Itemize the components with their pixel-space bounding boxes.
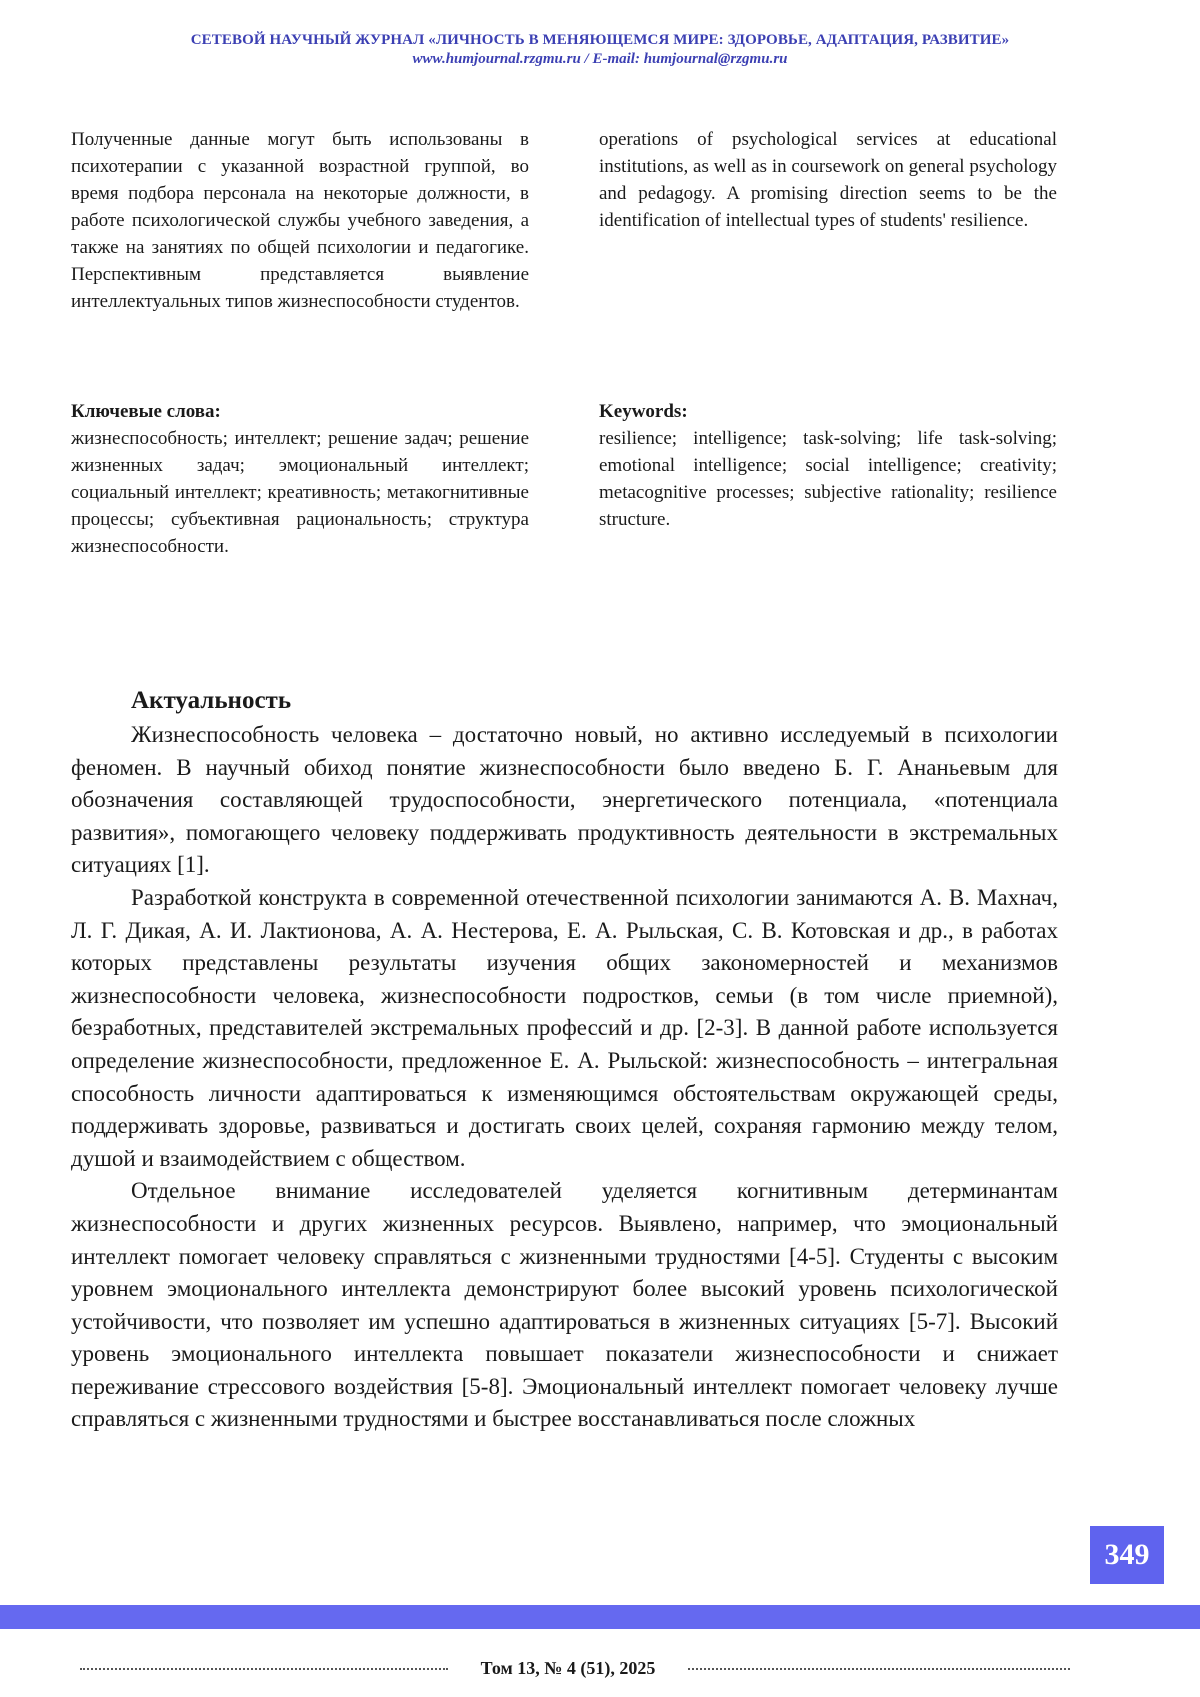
abstract-en: operations of psychological services at educational institutions, as well as in coursework on general psychology and pedagogy. A promising direction seems to be the identification of intellectual types of students' resilience. — [599, 129, 1057, 231]
keywords-en-heading: Keywords: — [599, 401, 688, 422]
footer-band — [0, 1605, 1200, 1629]
journal-header — [0, 32, 1200, 68]
footer-dotted-rule-left — [80, 1668, 448, 1670]
paragraph: Разработкой конструкта в современной отечественной психологии занимаются А. В. Махнач, Л. Г. Дикая, А. И. Лактионова, А. А. Нестерова, Е. А. Рыльская, С. В. Котовская и др., в работах которых представлены результаты изучения общих закономерностей и механизмов жизнеспособности человека, жизнеспособности подростков, семьи (в том числе приемной), безработных, представителей экстремальных профессий и др. [2-3]. В данной работе используется определение жизнеспособности, предложенное Е. А. Рыльской: жизнеспособность – интегральная способность личности адаптироваться к изменяющимся обстоятельствам окружающей среды, поддерживать здоровье, развиваться и достигать своих целей, сохраняя гармонию между телом, душой и взаимодействием с обществом. — [71, 884, 1058, 1171]
keywords-ru — [71, 398, 529, 560]
section-title: Актуальность — [131, 687, 292, 714]
abstract-ru: Полученные данные могут быть использованы в психотерапии с указанной возрастной группой, во время подбора персонала на некоторые должности, в работе психологической службы учебного заведения, а также на занятиях по общей психологии и педагогике. Перспективным представляется выявление интеллектуальных типов жизнеспособности студентов. — [71, 129, 529, 312]
journal-contacts: www.humjournal.rzgmu.ru / E-mail: humjournal@rzgmu.ru — [412, 51, 788, 67]
keywords-en-text: resilience; intelligence; task-solving; life task-solving; emotional intelligence; social intelligence; creativity; metacognitive processes; subjective rationality; resilience structure. — [599, 428, 1057, 530]
footer-dotted-rule-right — [688, 1668, 1070, 1670]
keywords-ru-text: жизнеспособность; интеллект; решение задач; решение жизненных задач; эмоциональный интеллект; социальный интеллект; креативность; метакогнитивные процессы; субъективная рациональность; структура жизнеспособности. — [71, 428, 529, 557]
keywords-ru-heading: Ключевые слова: — [71, 401, 221, 422]
paragraph: Жизнеспособность человека – достаточно новый, но активно исследуемый в психологии феномен. В научный обиход понятие жизнеспособности было введено Б. Г. Ананьевым для обозначения составляющей трудоспособности, энергетического потенциала, «потенциала развития», помогающего человеку поддерживать продуктивность деятельности в экстремальных ситуациях [1]. — [71, 722, 1058, 878]
issue-info: Том 13, № 4 (51), 2025 — [480, 1658, 656, 1678]
page-number: 349 — [1090, 1526, 1164, 1584]
paragraph: Отдельное внимание исследователей уделяется когнитивным детерминантам жизнеспособности и других жизненных ресурсов. Выявлено, например, что эмоциональный интеллект помогает человеку справляться с жизненными трудностями [4-5]. Студенты с высоким уровнем эмоционального интеллекта демонстрируют более высокий уровень психологической устойчивости, что позволяет им успешно адаптироваться в жизненных ситуациях [5-7]. Высокий уровень эмоционального интеллекта повышает показатели жизнеспособности и снижает переживание стрессового воздействия [5-8]. Эмоциональный интеллект помогает человеку лучше справляться с жизненными трудностями и быстрее восстанавливаться после сложных — [71, 1178, 1058, 1432]
journal-title: СЕТЕВОЙ НАУЧНЫЙ ЖУРНАЛ «ЛИЧНОСТЬ В МЕНЯЮЩЕМСЯ МИРЕ: ЗДОРОВЬЕ, АДАПТАЦИЯ, РАЗВИТИЕ» — [190, 32, 1010, 48]
relevance-section — [71, 685, 1058, 1436]
footer — [0, 1655, 1200, 1681]
keywords-en — [599, 398, 1057, 533]
